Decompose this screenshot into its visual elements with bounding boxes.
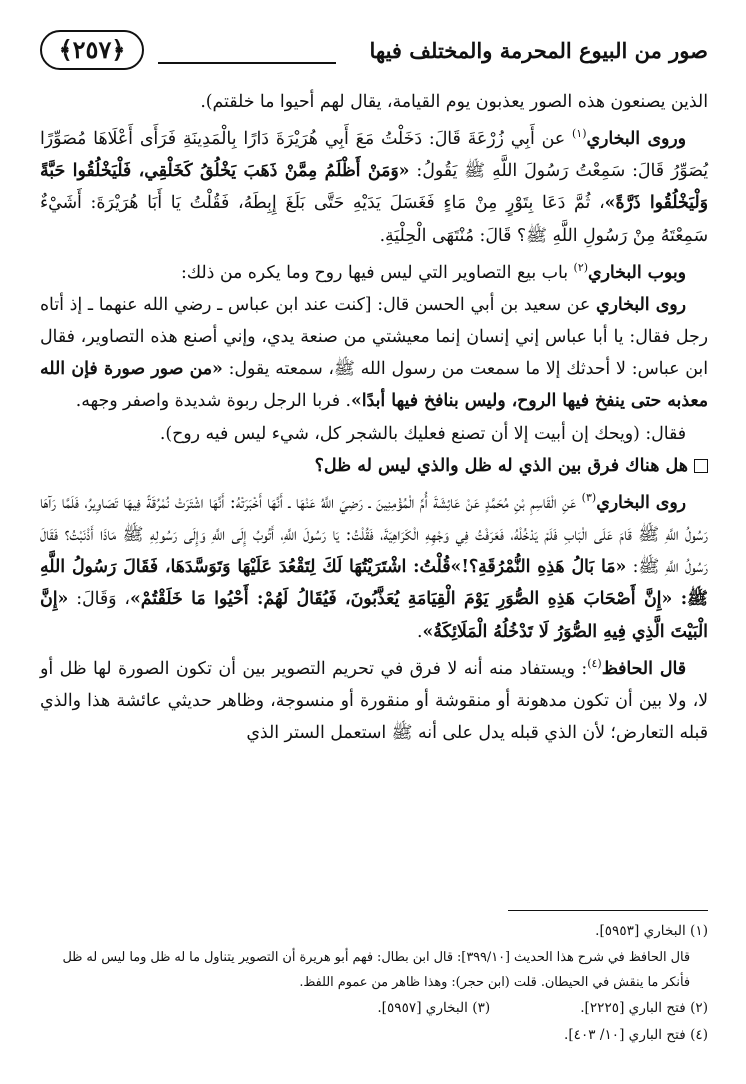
footnote-4: (٤) فتح الباري [١٠/ ٤٠٣]. xyxy=(564,1027,708,1043)
paragraph-3 xyxy=(40,252,708,289)
paragraph-5: فقال: (ويحك إن أبيت إلا أن تصنع فعليك بالشجر كل، شيء ليس فيه روح). xyxy=(159,423,686,444)
footnote-1: (١) البخاري [٥٩٥٣]. xyxy=(595,923,708,939)
footnote-2: (٢) فتح الباري [٢٢٢٥]. xyxy=(580,1000,708,1016)
footnote-ref-2: (٢) xyxy=(573,260,589,274)
paragraph-1: الذين يصنعون هذه الصور يعذبون يوم القيامة، يقال لهم أحيوا ما خلقتم). xyxy=(200,92,708,112)
header-rule xyxy=(158,62,336,64)
paragraph-4-text-end: . فربا الرجل ربوة شديدة واصفر وجهه. xyxy=(75,391,351,412)
section-question xyxy=(40,450,708,482)
paragraph-6-text-3: ، وَقَالَ: xyxy=(68,589,130,610)
paragraph-2 xyxy=(40,118,708,252)
narrator-lead: روى البخاري xyxy=(596,492,687,513)
question-text: هل هناك فرق بين الذي له ظل والذي ليس له ظل؟ xyxy=(314,455,688,476)
paragraph-6-text: عَنِ الْقَاسِمِ بْنِ مُحَمَّدٍ عَنْ عَائِشَةَ أُمِّ الْمُؤْمِنِينَ ـ رَضِيَ اللَّهُ عَنْهَا ـ أَنَّهَا أَخْبَرَتْهُ: أَنَّهَا اشْتَرَتْ نُمْرُقَةً فِيهَا تَصَاوِيرُ، فَلَمَّا رَآهَا رَسُولُ اللَّهِ ﷺ قَامَ عَلَى الْبَابِ فَلَمْ يَدْخُلْهُ، فَعَرَفْتُ فِي وَجْهِهِ الْكَرَاهِيَةَ، فَقُلْتُ: يَا رَسُولَ اللَّهِ، أَتُوبُ إِلَى اللَّهِ وَإِلَى رَسُولِهِ ﷺ مَاذَا أَذْنَبْتُ؟ فَقَالَ رَسُولُ اللَّهِ ﷺ: xyxy=(40,492,708,578)
paragraph-2-text-end: ، ثُمَّ دَعَا بِتَوْرٍ مِنْ مَاءٍ فَغَسَلَ يَدَيْهِ حَتَّى بَلَغَ إِبِطَهُ، فَقُلْتُ يَا أَبَا هُرَيْرَةَ: أَشَيْءٌ سَمِعْتَهُ مِنْ رَسُولِ اللَّهِ ﷺ؟ قَالَ: مُنْتَهَى الْحِلْيَةِ. xyxy=(40,193,708,246)
paragraph-6-text-2: قُلْتُ: اشْتَرَيْتُهَا لَكَ لِتَقْعُدَ عَلَيْهَا وَتَوَسَّدَهَا، فَقَالَ رَسُولُ اللَّهِ ﷺ: xyxy=(40,557,708,610)
footnotes xyxy=(40,918,708,1049)
paragraph-4 xyxy=(40,289,708,418)
hadith-quote: «إِنَّ الْبَيْتَ الَّذِي فِيهِ الصُّوَرُ لَا تَدْخُلُهُ الْمَلَائِكَةُ» xyxy=(40,589,708,642)
hadith-quote: «مَا بَالُ هَذِهِ النُّمْرُقَةِ؟!» xyxy=(450,557,627,578)
page-header xyxy=(40,28,708,76)
paragraph-6-end: . xyxy=(417,621,423,642)
footnote-ref-3: (٣) xyxy=(581,490,597,504)
footnote-ref-1: (١) xyxy=(571,127,587,141)
narrator-lead: روى البخاري xyxy=(595,294,687,315)
main-text xyxy=(40,86,708,749)
paragraph-2-text: عن أَبِي زُرْعَةَ قَالَ: دَخَلْتُ مَعَ أَبِي هُرَيْرَةَ دَارًا بِالْمَدِينَةِ فَرَأَى أَعْلَاهَا مُصَوِّرًا يُصَوِّرُ قَالَ: سَمِعْتُ رَسُولَ اللَّهِ ﷺ يَقُولُ: xyxy=(40,128,708,182)
hadith-quote: «وَمَنْ أَظْلَمُ مِمَّنْ ذَهَبَ يَخْلُقُ كَخَلْقِي، فَلْيَخْلُقُوا حَبَّةً وَلْيَخْلُقُوا ذَرَّةً» xyxy=(40,161,708,214)
scholar-lead: قال الحافظ xyxy=(601,658,686,679)
paragraph-7 xyxy=(40,648,708,749)
narrator-lead: وبوب البخاري xyxy=(588,262,686,283)
page-number: ﴿٢٥٧﴾ xyxy=(40,30,144,70)
checkbox-square-icon xyxy=(694,459,708,473)
hadith-quote: «من صور صورة فإن الله معذبه حتى ينفخ فيها الروح، وليس بنافخ فيها أبدًا» xyxy=(40,359,708,412)
narrator-lead: وروى البخاري xyxy=(586,128,687,149)
hadith-quote: «إِنَّ أَصْحَابَ هَذِهِ الصُّوَرِ يَوْمَ الْقِيَامَةِ يُعَذَّبُونَ، فَيُقَالُ لَهُمْ: أَحْيُوا مَا خَلَقْتُمْ» xyxy=(130,589,673,610)
paragraph-6 xyxy=(40,482,708,648)
footnote-1-commentary: قال الحافظ في شرح هذا الحديث [٣٩٩/١٠]: قال ابن بطال: فهم أبو هريرة أن التصوير يتناول ما له ظل وما ليس له ظل فأنكر ما ينقش في الحيطان. قلت (ابن حجر): وهذا ظاهر من عموم اللفظ. xyxy=(62,950,690,990)
footnote-row xyxy=(40,995,708,1022)
footnote-divider xyxy=(508,910,708,911)
paragraph-7-text: : ويستفاد منه أنه لا فرق في تحريم التصوير بين أن تكون الصورة لها ظل أو لا، ولا بين أن تكون مدهونة أو منقوشة أو منقورة أو منسوجة، وظاهر حديثي عائشة هذا والذي قبله التعارض؛ لأن الذي قبله يدل على أنه ﷺ استعمل الستر الذي xyxy=(40,658,708,743)
footnote-3: (٣) البخاري [٥٩٥٧]. xyxy=(377,1000,491,1016)
paragraph-4-text: عن سعيد بن أبي الحسن قال: [كنت عند ابن عباس ـ رضي الله عنهما ـ إذ أتاه رجل فقال: يا أبا عباس إني إنسان إنما معيشتي من صنعة يدي، وإني أصنع هذه التصاوير، فقال ابن عباس: لا أحدثك إلا ما سمعت من رسول الله ﷺ، سمعته يقول: xyxy=(40,294,709,380)
paragraph-3-text: باب بيع التصاوير التي ليس فيها روح وما يكره من ذلك: xyxy=(180,262,574,283)
running-title: صور من البيوع المحرمة والمختلف فيها xyxy=(369,38,708,63)
footnote-ref-4: (٤) xyxy=(587,656,602,670)
